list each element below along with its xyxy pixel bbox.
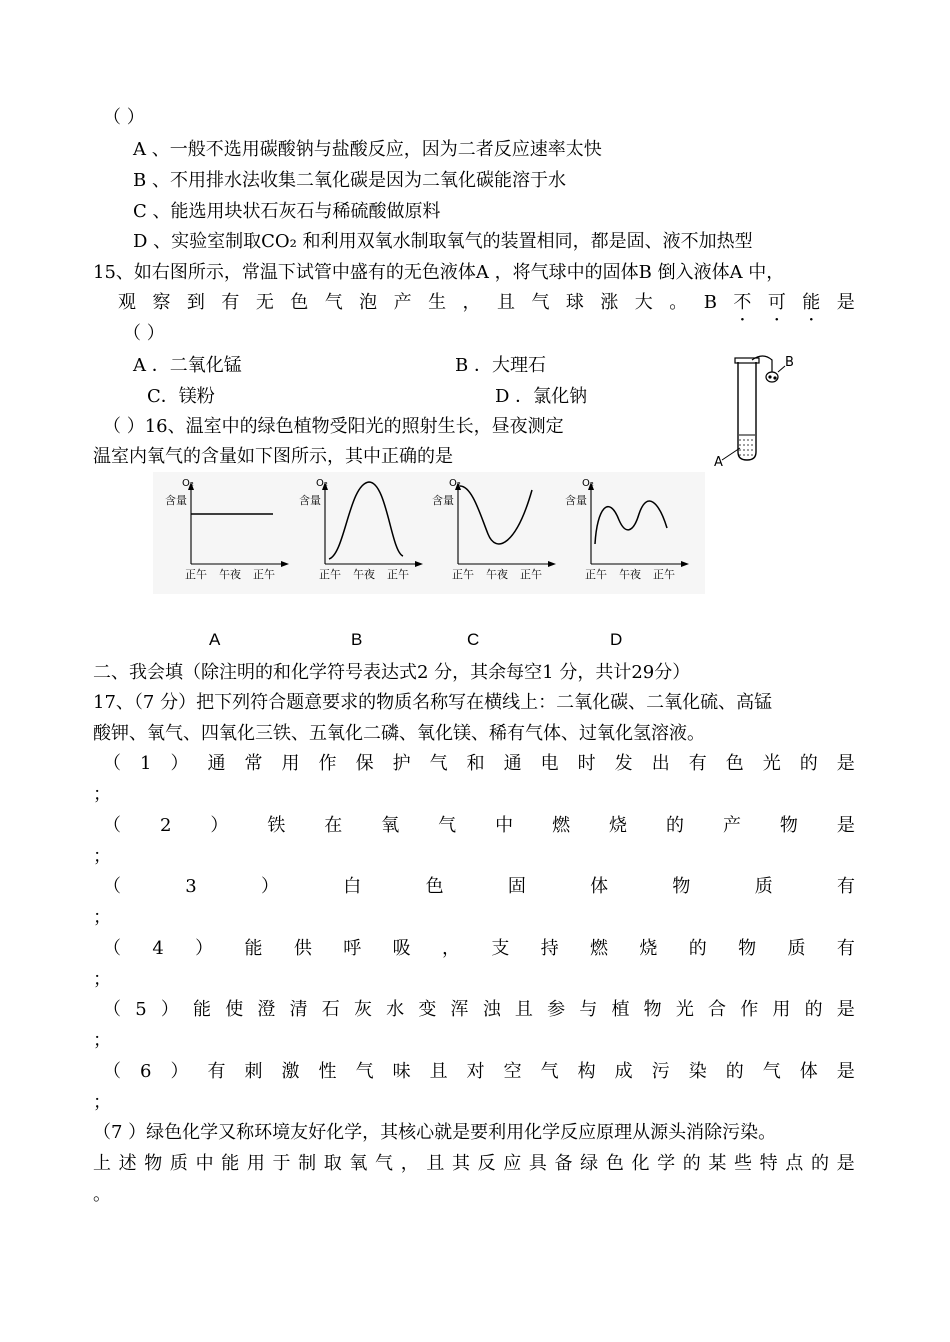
spread-char: 6 xyxy=(140,1061,152,1082)
x-tick-label: 正午 xyxy=(253,568,275,581)
q15-option-b: B ．大理石 xyxy=(455,355,546,376)
spread-char: 气 xyxy=(355,1061,374,1082)
q17-item-4 xyxy=(103,938,855,960)
spread-char: 燃 xyxy=(552,815,571,836)
spread-char: 用 xyxy=(281,753,300,774)
spread-char: 的 xyxy=(665,815,684,836)
spread-char: 点 xyxy=(785,1153,804,1174)
spread-char: 灰 xyxy=(353,999,372,1020)
spread-char: 可 · xyxy=(768,292,786,314)
spread-char: 察 xyxy=(152,292,171,313)
spread-char: （ xyxy=(103,938,121,959)
spread-char: （ xyxy=(103,876,121,897)
spread-char: B xyxy=(703,292,717,313)
spread-char: 物 xyxy=(144,1153,163,1174)
spread-char: ） xyxy=(195,938,214,959)
spread-char: 能 xyxy=(221,1153,240,1174)
spread-char: 色 xyxy=(605,1153,624,1174)
spread-char: 石 xyxy=(321,999,340,1020)
spread-char: 成 xyxy=(614,1061,633,1082)
spread-char: 变 xyxy=(418,999,437,1020)
spread-char: 反 xyxy=(477,1153,496,1174)
x-tick-label: 正午 xyxy=(387,568,409,581)
q15-option-a: A ．二氧化锰 xyxy=(133,355,242,376)
q15-option-d: D ．氯化钠 xyxy=(495,386,588,407)
spread-char: 能 · xyxy=(802,292,820,314)
q14-answer-paren: （ ） xyxy=(103,107,145,128)
spread-char: 持 xyxy=(540,938,559,959)
spread-char: 能 xyxy=(244,938,263,959)
section2-title: 二、我会填（除注明的和化学符号表达式2 分，其余每空1 分，共计29分） xyxy=(93,662,691,683)
spread-char: 澄 xyxy=(257,999,276,1020)
spread-char: 有 xyxy=(207,1061,226,1082)
spread-char: 通 xyxy=(207,753,226,774)
spread-char: ） xyxy=(210,815,229,836)
spread-char: 于 xyxy=(272,1153,291,1174)
y-label-content: 含量 xyxy=(165,494,187,507)
spread-char: 特 xyxy=(759,1153,778,1174)
spread-char: 绿 xyxy=(580,1153,599,1174)
x-tick-label: 午夜 xyxy=(353,568,375,581)
spread-char: 燃 xyxy=(590,938,609,959)
spread-char: 应 xyxy=(503,1153,522,1174)
spread-char: 与 xyxy=(579,999,598,1020)
y-label-o2: O₂ xyxy=(582,478,594,489)
spread-char: 球 xyxy=(565,292,584,313)
spread-char: （ xyxy=(103,815,121,836)
spread-char: 对 xyxy=(466,1061,485,1082)
spread-char: 产 xyxy=(393,292,412,313)
spread-char: 产 xyxy=(722,815,741,836)
spread-char: 气 xyxy=(762,1061,781,1082)
graph-label-a: A xyxy=(209,630,221,649)
spread-char: 时 xyxy=(577,753,596,774)
spread-char: 些 xyxy=(734,1153,753,1174)
spread-char: 有 xyxy=(688,753,707,774)
spread-char: 生 xyxy=(428,292,447,313)
spread-char: 且 xyxy=(496,292,515,313)
spread-char: 物 xyxy=(643,999,662,1020)
graph-label-b: B xyxy=(351,630,363,649)
spread-char: ） xyxy=(261,876,280,897)
spread-char: 质 xyxy=(169,1153,188,1174)
q16-stem-line2: 温室内氧气的含量如下图所示，其中正确的是 xyxy=(93,446,453,467)
spread-char: 气 xyxy=(324,292,343,313)
q15-stem-line2 xyxy=(118,292,855,314)
q17-item-3-end: ； xyxy=(93,907,111,928)
q17-item-1 xyxy=(103,753,855,775)
spread-char: 2 xyxy=(159,815,172,836)
y-label-o2: O₂ xyxy=(182,478,194,489)
spread-char: 用 xyxy=(246,1153,265,1174)
spread-char: （ xyxy=(103,1061,121,1082)
spread-char: 质 xyxy=(754,876,773,897)
spread-char: 气 xyxy=(375,1153,394,1174)
spread-char: 性 xyxy=(318,1061,337,1082)
spread-char: 1 xyxy=(140,753,152,774)
spread-char: 吸 xyxy=(392,938,411,959)
spread-char: 构 xyxy=(577,1061,596,1082)
spread-char: 支 xyxy=(491,938,510,959)
spread-char: 学 xyxy=(657,1153,676,1174)
spread-char: 保 xyxy=(355,753,374,774)
spread-char: 5 xyxy=(135,999,147,1020)
q17-item-1-end: ； xyxy=(93,784,111,805)
label-solid-b: B xyxy=(785,355,794,370)
spread-char: 某 xyxy=(708,1153,727,1174)
spread-char: 烧 xyxy=(609,815,628,836)
spread-char: 物 xyxy=(672,876,691,897)
q16-stem-line1: （ ）16、温室中的绿色植物受阳光的照射生长，昼夜测定 xyxy=(103,416,564,437)
spread-char: 气 xyxy=(531,292,550,313)
spread-char: 且 xyxy=(514,999,533,1020)
x-tick-label: 午夜 xyxy=(486,568,508,581)
spread-char: 制 xyxy=(298,1153,317,1174)
x-tick-label: 午夜 xyxy=(619,568,641,581)
spread-char: 电 xyxy=(540,753,559,774)
spread-char: 护 xyxy=(392,753,411,774)
spread-char: 气 xyxy=(540,1061,559,1082)
q17-item-5-end: ； xyxy=(93,1030,111,1051)
spread-char: 。 xyxy=(669,292,688,313)
q17-stem-line2: 酸钾、氧气、四氧化三铁、五氧化二磷、氧化镁、稀有气体、过氧化氢溶液。 xyxy=(93,723,705,744)
spread-char: 其 xyxy=(451,1153,470,1174)
q17-item-2 xyxy=(103,815,855,837)
spread-char: 出 xyxy=(651,753,670,774)
q14-option-b: B 、不用排水法收集二氧化碳是因为二氧化碳能溶于水 xyxy=(133,170,566,191)
spread-char: 烧 xyxy=(639,938,658,959)
spread-char: 作 xyxy=(318,753,337,774)
spread-char: 不 · xyxy=(733,292,751,314)
spread-char: 气 xyxy=(429,753,448,774)
q14-option-c: C 、能选用块状石灰石与稀硫酸做原料 xyxy=(133,201,441,222)
spread-char: 光 xyxy=(675,999,694,1020)
spread-char: 刺 xyxy=(244,1061,263,1082)
spread-char: 有 xyxy=(836,938,855,959)
spread-char: 呼 xyxy=(343,938,362,959)
x-tick-label: 正午 xyxy=(452,568,474,581)
spread-char: 染 xyxy=(688,1061,707,1082)
x-tick-label: 正午 xyxy=(185,568,207,581)
test-tube-balloon-figure xyxy=(708,350,808,470)
spread-char: 污 xyxy=(651,1061,670,1082)
spread-char: 色 xyxy=(425,876,444,897)
spread-char: 述 xyxy=(118,1153,137,1174)
graph-label-c: C xyxy=(467,630,480,649)
spread-char: 大 xyxy=(634,292,653,313)
spread-char: ， xyxy=(400,1153,419,1174)
spread-char: 是 xyxy=(836,292,855,313)
graph-label-d: D xyxy=(610,630,623,649)
q17-item-7-end: 。 xyxy=(93,1184,111,1205)
spread-char: ， xyxy=(441,938,460,959)
q17-item-7-line2 xyxy=(93,1153,855,1175)
x-tick-label: 正午 xyxy=(520,568,542,581)
spread-char: 使 xyxy=(225,999,244,1020)
spread-char: ） xyxy=(170,1061,189,1082)
spread-char: 色 xyxy=(725,753,744,774)
spread-char: 作 xyxy=(740,999,759,1020)
q17-item-6-end: ； xyxy=(93,1092,111,1113)
spread-char: 用 xyxy=(772,999,791,1020)
spread-char: 和 xyxy=(466,753,485,774)
y-label-content: 含量 xyxy=(299,494,321,507)
spread-char: 空 xyxy=(503,1061,522,1082)
spread-char: （ xyxy=(103,999,121,1020)
spread-char: 氧 xyxy=(349,1153,368,1174)
q17-item-5 xyxy=(103,999,855,1021)
y-label-content: 含量 xyxy=(432,494,454,507)
q15-option-c: C．镁粉 xyxy=(147,386,215,407)
spread-char: 物 xyxy=(738,938,757,959)
spread-char: 中 xyxy=(195,1153,214,1174)
spread-char: 植 xyxy=(611,999,630,1020)
spread-char: 是 xyxy=(836,1153,855,1174)
spread-char: 常 xyxy=(244,753,263,774)
spread-char: ， xyxy=(462,292,481,313)
spread-char: 浊 xyxy=(482,999,501,1020)
spread-char: 的 xyxy=(799,753,818,774)
q17-item-3 xyxy=(103,876,855,898)
spread-char: 的 xyxy=(682,1153,701,1174)
spread-char: 通 xyxy=(503,753,522,774)
spread-char: （ xyxy=(103,753,121,774)
spread-char: 合 xyxy=(708,999,727,1020)
spread-char: 水 xyxy=(386,999,405,1020)
spread-char: 能 xyxy=(193,999,212,1020)
spread-char: 供 xyxy=(293,938,312,959)
spread-char: 发 xyxy=(614,753,633,774)
q15-stem-line1: 15、如右图所示，常温下试管中盛有的无色液体A ，将气球中的固体B 倒入液体A 中， xyxy=(93,262,785,283)
spread-char: 气 xyxy=(438,815,457,836)
spread-char: 泡 xyxy=(359,292,378,313)
spread-char: 在 xyxy=(324,815,343,836)
q17-item-6 xyxy=(103,1061,855,1083)
spread-char: 中 xyxy=(495,815,514,836)
q17-item-7-line1: （7 ）绿色化学又称环境友好化学，其核心就是要利用化学反应原理从源头消除污染。 xyxy=(93,1122,777,1143)
spread-char: 的 xyxy=(688,938,707,959)
y-label-o2: O₂ xyxy=(449,478,461,489)
spread-char: 浑 xyxy=(450,999,469,1020)
y-label-content: 含量 xyxy=(565,494,587,507)
spread-char: 氧 xyxy=(381,815,400,836)
spread-char: 有 xyxy=(221,292,240,313)
spread-char: 激 xyxy=(281,1061,300,1082)
spread-char: 涨 xyxy=(600,292,619,313)
spread-char: 固 xyxy=(507,876,526,897)
spread-char: 体 xyxy=(799,1061,818,1082)
spread-char: 化 xyxy=(631,1153,650,1174)
spread-char: 具 xyxy=(528,1153,547,1174)
q15-answer-paren: （ ） xyxy=(123,323,165,344)
spread-char: ） xyxy=(170,753,189,774)
spread-char: 备 xyxy=(554,1153,573,1174)
q17-item-2-end: ； xyxy=(93,846,111,867)
spread-char: 的 xyxy=(804,999,823,1020)
spread-char: 上 xyxy=(93,1153,111,1174)
spread-char: 物 xyxy=(779,815,798,836)
spread-char: 的 xyxy=(725,1061,744,1082)
spread-char: 观 xyxy=(118,292,136,313)
spread-char: 是 xyxy=(836,753,855,774)
spread-char: 是 xyxy=(836,999,855,1020)
y-label-o2: O₂ xyxy=(316,478,328,489)
spread-char: 是 xyxy=(836,1061,855,1082)
spread-char: ） xyxy=(160,999,179,1020)
spread-char: 取 xyxy=(323,1153,342,1174)
q17-stem-line1: 17、（7 分）把下列符合题意要求的物质名称写在横线上：二氧化碳、二氧化硫、高锰 xyxy=(93,692,773,713)
x-tick-label: 正午 xyxy=(319,568,341,581)
spread-char: 且 xyxy=(426,1153,445,1174)
spread-char: 清 xyxy=(289,999,308,1020)
spread-char: 光 xyxy=(762,753,781,774)
spread-char: 有 xyxy=(836,876,855,897)
spread-char: 体 xyxy=(590,876,609,897)
x-tick-label: 午夜 xyxy=(219,568,241,581)
x-tick-label: 正午 xyxy=(585,568,607,581)
spread-char: 参 xyxy=(547,999,566,1020)
spread-char: 无 xyxy=(255,292,274,313)
q14-option-a: A 、一般不选用碳酸钠与盐酸反应，因为二者反应速率太快 xyxy=(133,139,602,160)
q17-item-4-end: ； xyxy=(93,969,111,990)
label-liquid-a: A xyxy=(714,455,723,470)
x-tick-label: 正午 xyxy=(653,568,675,581)
spread-char: 的 xyxy=(810,1153,829,1174)
spread-char: 到 xyxy=(186,292,205,313)
spread-char: 是 xyxy=(836,815,855,836)
spread-char: 白 xyxy=(343,876,362,897)
oxygen-content-graphs xyxy=(153,472,705,594)
spread-char: 4 xyxy=(152,938,164,959)
spread-char: 铁 xyxy=(267,815,286,836)
spread-char: 且 xyxy=(429,1061,448,1082)
spread-char: 质 xyxy=(787,938,806,959)
spread-char: 3 xyxy=(185,876,197,897)
spread-char: 色 xyxy=(290,292,309,313)
q14-option-d: D 、实验室制取CO₂ 和利用双氧水制取氧气的装置相同，都是固、液不加热型 xyxy=(133,231,753,252)
spread-char: 味 xyxy=(392,1061,411,1082)
